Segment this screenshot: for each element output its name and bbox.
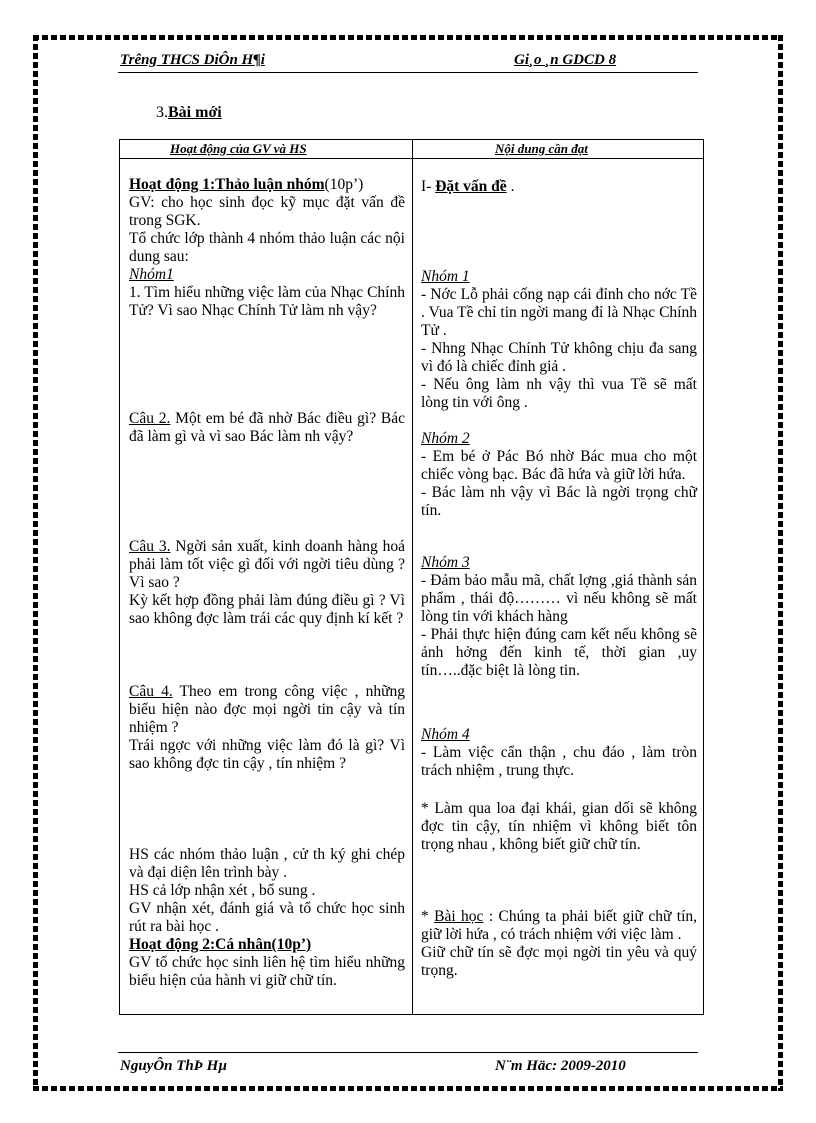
group2-answer [421,430,697,520]
question-4-block [129,683,405,773]
question-4-label: Câu 4. [129,683,173,700]
note-block [421,800,697,854]
page-border-bottom [33,1086,783,1091]
hs-discussion: HS các nhóm thảo luận , cử th ký ghi chép và đại diện lên trình bày . [129,846,405,881]
answer-group2-label: Nhóm 2 [421,430,470,447]
answer-group1-label: Nhóm 1 [421,268,470,285]
section-number: 3. [156,104,168,121]
issue-title: Đặt vấn đề [435,178,507,195]
group1-answer [421,268,697,412]
issue-heading [421,178,697,196]
page-border-left [33,35,38,1091]
answer-group1-c: - Nếu ông làm nh vậy thì vua Tề sẽ mất lòng tin với ông . [421,376,697,411]
table-divider-header [120,158,703,159]
gv-instruction-3: GV tổ chức học sinh liên hệ tìm hiểu những biểu hiện của hành vi giữ chữ tín. [129,954,405,989]
issue-suffix: . [506,178,515,195]
group1-label: Nhóm1 [129,266,174,283]
lesson-table [119,139,704,1015]
question-2-label: Câu 2. [129,410,171,427]
question-3-label: Câu 3. [129,538,171,555]
table-divider-vertical [412,140,413,1014]
table-header-content: Nội dung cần đạt [495,141,588,156]
table-header-activities: Hoạt động của GV và HS [170,141,307,156]
question-3b: Kỳ kết hợp đồng phải làm đúng điều gì ? Vì sao không đợc làm trái các quy định kí kết ? [129,592,405,627]
section-name: Bài mới [168,104,222,121]
question-3: Ngời sản xuất, kinh doanh hàng hoá phải làm tốt việc gì đối với ngời tiêu dùng ? Vì sao ? [129,538,406,591]
page-border-right [778,35,783,1091]
header-rule [118,72,698,73]
activity2-block [129,846,405,990]
activity1-time: (10p’) [324,176,364,193]
question-1: 1. Tìm hiểu những việc làm của Nhạc Chính Tử? Vì sao Nhạc Chính Tử làm nh vậy? [129,284,405,319]
answer-group1-a: - Nớc Lỗ phải cống nạp cái đỉnh cho nớc Tề . Vua Tề chỉ tin ngời mang đỉ là Nhạc Chính Tử . [421,286,697,339]
lesson-prefix: * [421,908,435,925]
question-4b: Trái ngợc với những việc làm đó là gì? Vì sao không đợc tin cậy , tín nhiệm ? [129,737,405,772]
answer-group4-label: Nhóm 4 [421,726,470,743]
footer-school-year: N¨m Häc: 2009-2010 [495,1058,626,1074]
issue-prefix: I- [421,178,436,195]
answer-group3-a: - Đảm bảo mẫu mã, chất lợng ,giá thành sản phẩm , thái độ……… vì nếu không sẽ mất lòng tin với khách hàng [421,572,697,625]
activity2-title: Hoạt động 2 [129,936,210,953]
gv-summary: GV nhận xét, đánh giá và tổ chức học sinh rút ra bài học . [129,900,405,935]
group4-answer [421,726,697,780]
question-2: Một em bé đã nhờ Bác điều gì? Bác đã làm gì và vì sao Bác làm nh vậy? [129,410,405,445]
section-title [156,104,222,122]
note-text: * Làm qua loa đại khái, gian dối sẽ không đợc tin cậy, tín nhiệm vì không biết tôn trọng nhau , không biết giữ chữ tín. [421,800,697,853]
answer-group2-a: - Em bé ở Pác Bó nhờ Bác mua cho một chiếc vòng bạc. Bác đã hứa và giữ lời hứa. [421,448,697,483]
activity1-title: Hoạt động 1:Thảo luận nhóm [129,176,325,193]
group3-answer [421,554,697,680]
answer-group3-label: Nhóm 3 [421,554,470,571]
header-doc-title: Gi¸o ¸n GDCD 8 [514,52,617,68]
lesson-label: Bài học [434,908,484,925]
footer-author: NguyÔn ThÞ Hµ [120,1058,227,1074]
activity1-block [129,176,405,320]
answer-group1-b: - Nhng Nhạc Chính Tử không chịu đa sang vì đó là chiếc đỉnh giả . [421,340,697,375]
lesson-text-2: Giữ chữ tín sẽ đợc mọi ngời tin yêu và quý trọng. [421,944,697,979]
answer-group2-b: - Bác làm nh vậy vì Bác là ngời trọng chữ tín. [421,484,697,519]
lesson-text: : Chúng ta phải biết giữ chữ tín, giữ lời hứa , có trách nhiệm với việc làm . [421,908,697,943]
gv-instruction-1: GV: cho học sinh đọc kỹ mục đặt vấn đề trong SGK. [129,194,405,229]
question-4: Theo em trong công việc , những biểu hiện nào đợc mọi ngời tin cậy và tín nhiệm ? [129,683,405,736]
header-school: Trêng THCS DiÔn H¶i [120,52,265,68]
answer-group3-b: - Phải thực hiện đúng cam kết nếu không sẽ ảnh hởng đến kinh tế, thời gian ,uy tín…..đặc biệt là lòng tin. [421,626,697,679]
footer-rule [118,1052,698,1053]
hs-feedback: HS cả lớp nhận xét , bổ sung . [129,882,316,899]
question-2-block [129,410,405,446]
answer-group4-a: - Làm việc cẩn thận , chu đáo , làm tròn trách nhiệm , trung thực. [421,744,697,779]
question-3-block [129,538,405,628]
lesson-block [421,908,697,980]
activity2-rest: :Cá nhân(10p’) [209,936,312,953]
page-border-top [33,35,783,40]
group-organization: Tổ chức lớp thành 4 nhóm thảo luận các nội dung sau: [129,230,405,265]
